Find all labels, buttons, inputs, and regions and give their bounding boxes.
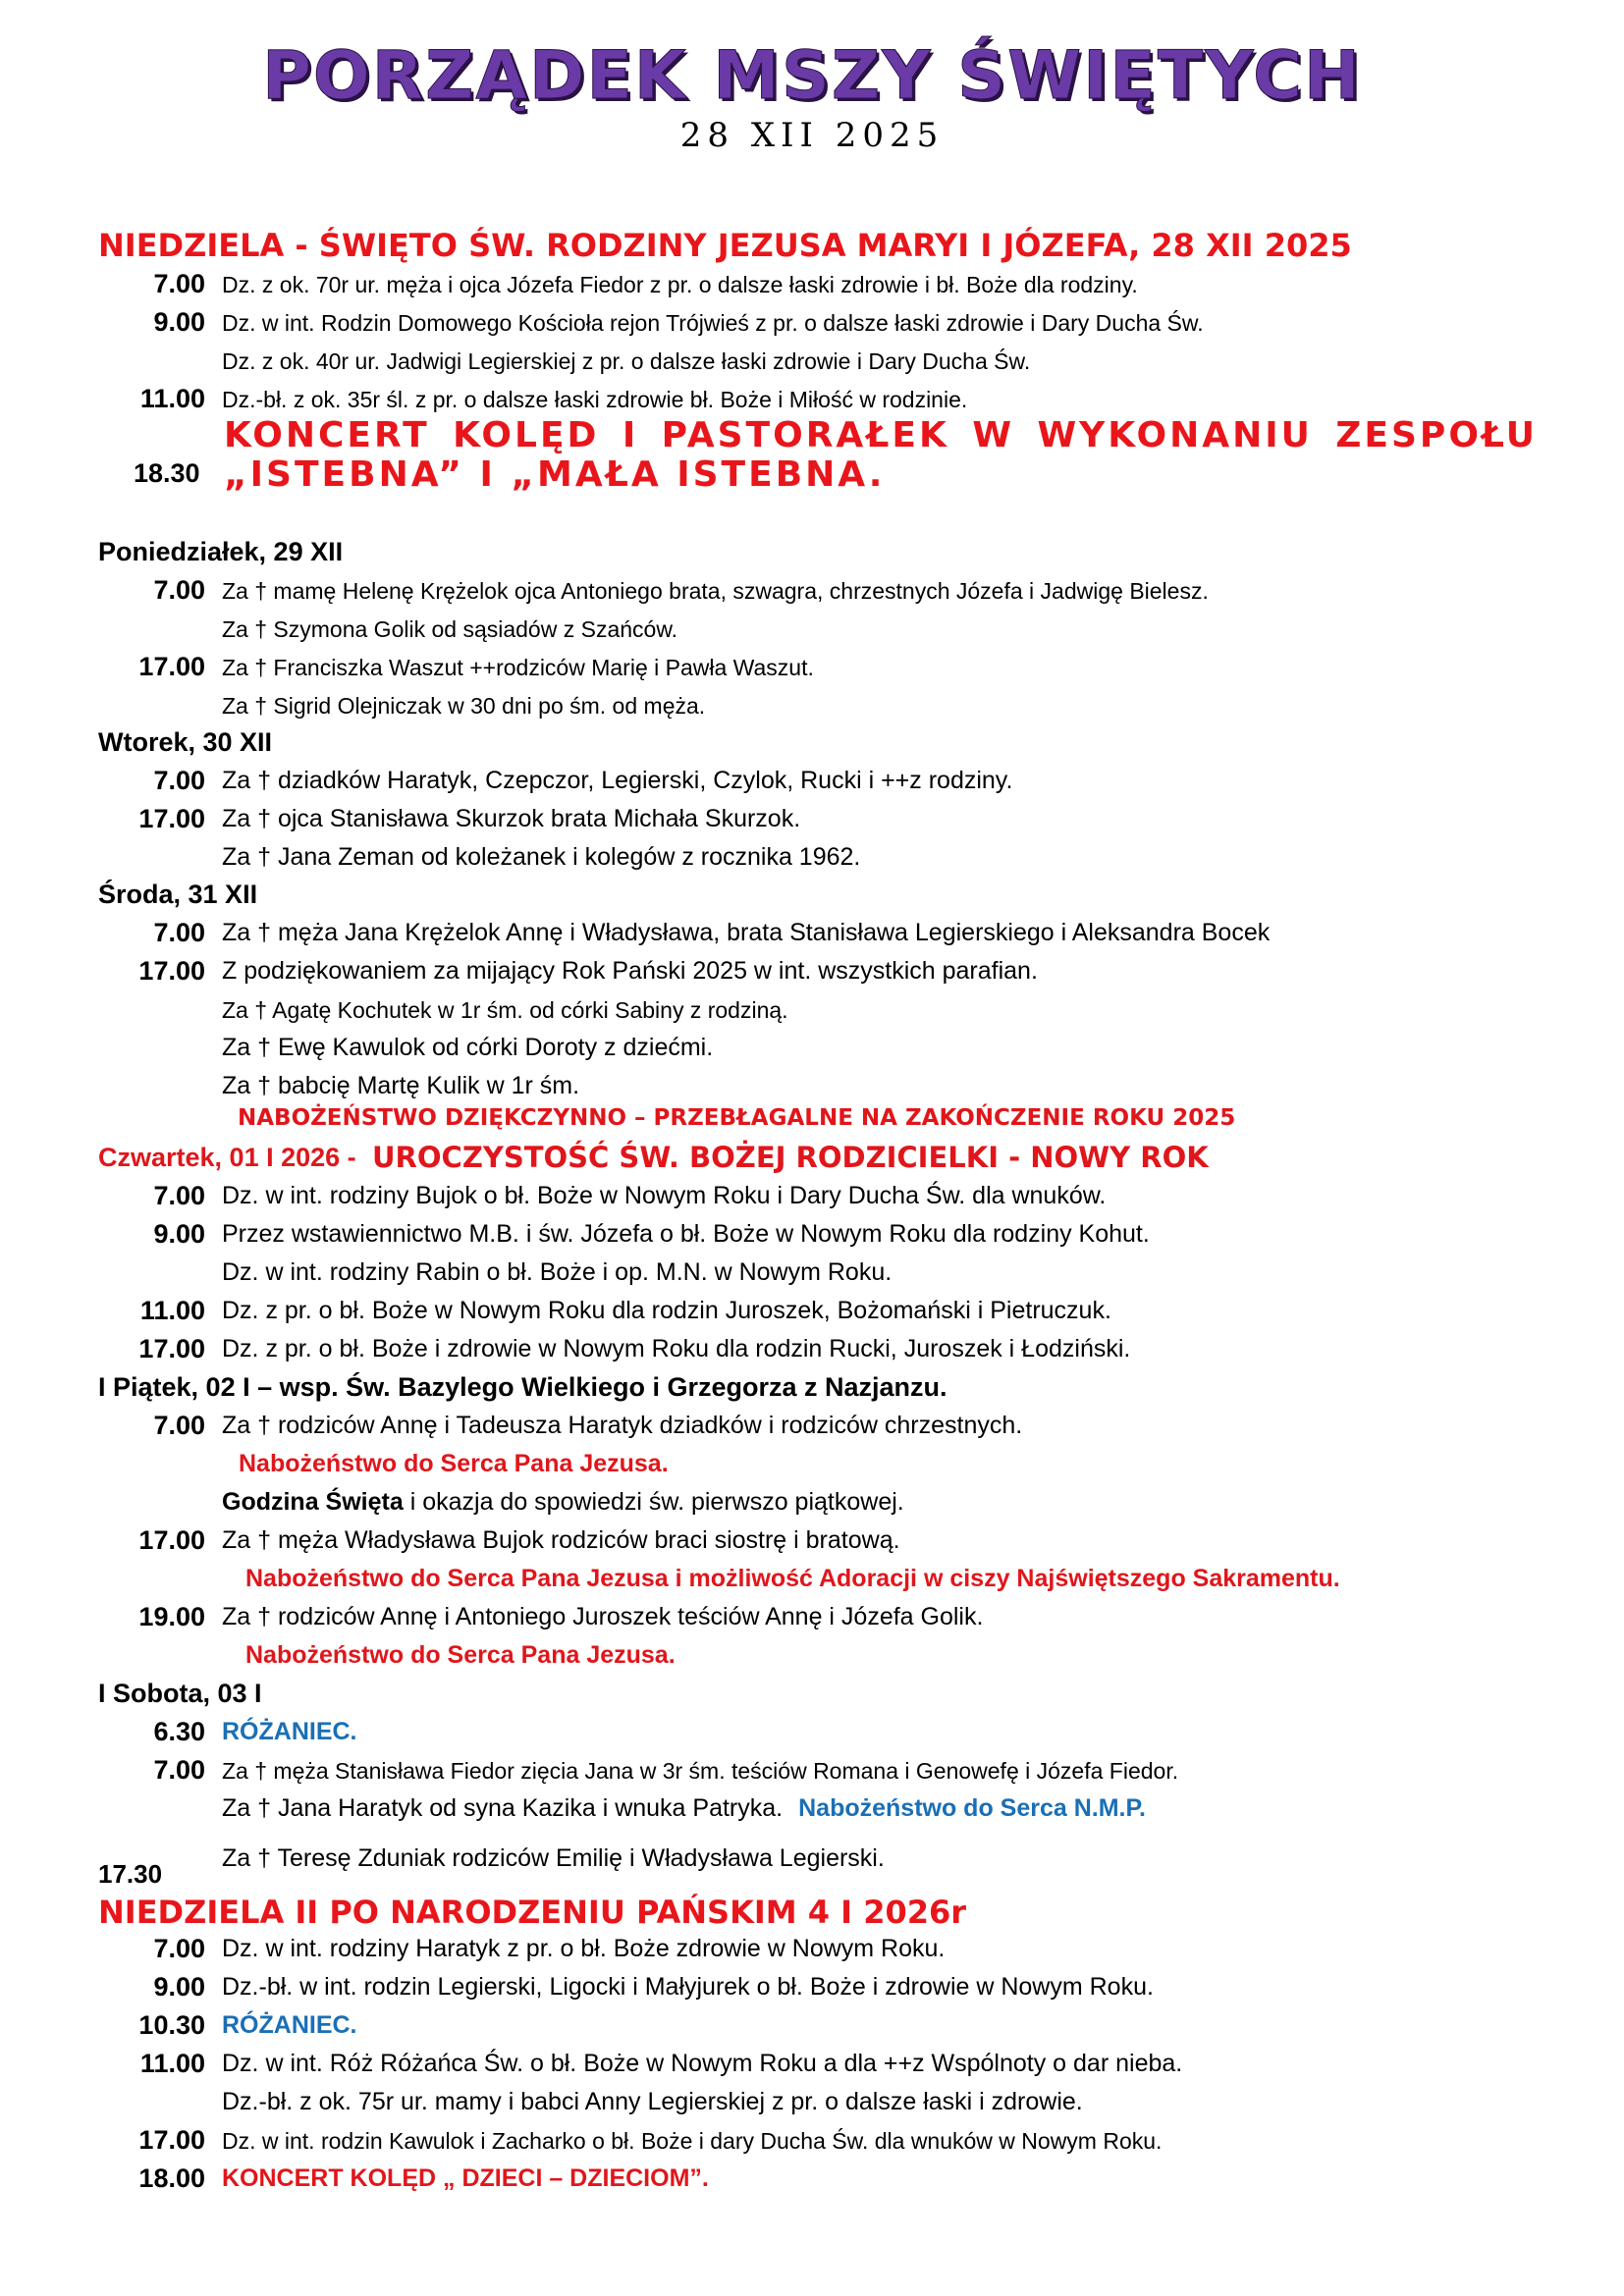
mass-intention: Za † męża Jana Krężelok Annę i Władysława, brata Stanisława Legierskiego i Aleksandra Bocek [222, 919, 1271, 946]
mass-time: 7.00 [153, 269, 205, 298]
mass-intention: Za † ojca Stanisława Skurzok brata Michała Skurzok. [222, 805, 801, 832]
mass-time: 10.30 [138, 2010, 205, 2040]
mass-intention: Za † Jana Zeman od koleżanek i kolegów z rocznika 1962. [222, 843, 861, 871]
mass-time: 17.00 [138, 1525, 205, 1555]
mass-intention: Z podziękowaniem za mijający Rok Pański 2025 w int. wszystkich parafian. [222, 957, 1038, 985]
rosary-text: RÓŻANIEC. [222, 1718, 357, 1745]
mass-intention [222, 1794, 1146, 1823]
mass-row [0, 1855, 1624, 1893]
mass-time: 17.00 [138, 804, 205, 833]
heading-text: NIEDZIELA II PO NARODZENIU PAŃSKIM 4 I 2026r [98, 1894, 967, 1931]
service-text: NABOŻEŃSTWO DZIĘKCZYNNO – PRZEBŁAGALNE NA ZAKOŃCZENIE ROKU 2025 [238, 1105, 1236, 1131]
mass-intention: Za † mamę Helenę Krężelok ojca Antoniego brata, szwagra, chrzestnych Józefa i Jadwigę Bielesz. [222, 578, 1209, 604]
mass-intention: Za † Franciszka Waszut ++rodziców Marię i Pawła Waszut. [222, 655, 814, 680]
mass-row [0, 2045, 1624, 2082]
mass-intention: Dz.-bł. z ok. 75r ur. mamy i babci Anny Legierskiej z pr. o dalsze łaski i zdrowie. [222, 2088, 1083, 2115]
service-text: Nabożeństwo do Serca Pana Jezusa i możliwość Adoracji w ciszy Najświętszego Sakramentu. [245, 1565, 1340, 1592]
mass-row [0, 762, 1624, 799]
service-note [0, 1102, 1624, 1140]
mass-time: 9.00 [153, 1219, 205, 1249]
concert-text: KONCERT KOLĘD „ DZIECI – DZIECIOM”. [222, 2164, 709, 2192]
mass-row [0, 1713, 1624, 1750]
rosary-text: RÓŻANIEC. [222, 2011, 357, 2039]
mass-time: 17.00 [138, 2125, 205, 2155]
concert-announcement: KONCERT KOLĘD I PASTORAŁEK W WYKONANIU ZESPOŁU „ISTEBNA” I „MAŁA ISTEBNA. [224, 415, 1538, 495]
mass-intention: Dz.-bł. z ok. 35r śl. z pr. o dalsze łaski zdrowie bł. Boże i Miłość w rodzinie. [222, 387, 968, 412]
mass-intention: Za † męża Stanisława Fiedor zięcia Jana w 3r śm. teściów Romana i Genowefę i Józefa Fiedor. [222, 1758, 1179, 1784]
mass-time: 18.00 [138, 2163, 205, 2193]
day-text: Poniedziałek, 29 XII [98, 537, 344, 566]
day-text: Czwartek, 01 I 2026 - [98, 1143, 356, 1172]
mass-intention: Dz. w int. rodziny Rabin o bł. Boże i op. M.N. w Nowym Roku. [222, 1258, 893, 1286]
mass-row [0, 2121, 1624, 2159]
day-heading [0, 533, 1624, 570]
mass-time: 11.00 [139, 384, 205, 413]
mass-time: 17.00 [138, 652, 205, 681]
mass-intention: Dz. z pr. o bł. Boże w Nowym Roku dla rodzin Juroszek, Bożomański i Pietruczuk. [222, 1297, 1111, 1324]
mass-time: 7.00 [153, 1411, 205, 1440]
mass-row [0, 342, 1624, 379]
mass-time: 9.00 [153, 1972, 205, 2002]
mass-time: 11.00 [139, 1296, 205, 1325]
mass-intention: Za † rodziców Annę i Antoniego Juroszek teściów Annę i Józefa Golik. [222, 1603, 984, 1630]
mass-time: 17.00 [138, 956, 205, 986]
service-note [0, 1560, 1624, 1597]
mass-row [0, 1930, 1624, 1967]
mass-intention: Dz. z ok. 70r ur. męża i ojca Józefa Fiedor z pr. o dalsze łaski zdrowie i bł. Boże dla rodziny. [222, 272, 1138, 297]
day-text: Wtorek, 30 XII [98, 727, 273, 757]
mass-intention: Dz. z ok. 40r ur. Jadwigi Legierskiej z pr. o dalsze łaski zdrowie i Dary Ducha Św. [222, 348, 1031, 374]
mass-intention: Za † dziadków Haratyk, Czepczor, Legierski, Czylok, Rucki i ++z rodziny. [222, 767, 1013, 794]
mass-intention: Za † Agatę Kochutek w 1r śm. od córki Sabiny z rodziną. [222, 997, 788, 1023]
mass-row [0, 2083, 1624, 2120]
service-text: Nabożeństwo do Serca N.M.P. [798, 1794, 1146, 1822]
mass-row [0, 610, 1624, 647]
section-heading [0, 225, 1624, 262]
mass-row [0, 952, 1624, 989]
mass-intention: Przez wstawiennictwo M.B. i św. Józefa o bł. Boże w Nowym Roku dla rodziny Kohut. [222, 1220, 1150, 1248]
page-title: PORZĄDEK MSZY ŚWIĘTYCH [262, 37, 1362, 115]
mass-intention: Za † rodziców Annę i Tadeusza Haratyk dziadków i rodziców chrzestnych. [222, 1412, 1023, 1439]
mass-time: 7.00 [153, 1934, 205, 1963]
mass-row [0, 1522, 1624, 1559]
day-heading [0, 876, 1624, 913]
mass-row [0, 1968, 1624, 2005]
mass-row [0, 2160, 1624, 2197]
mass-intention: Dz. w int. Rodzin Domowego Kościoła rejon Trójwieś z pr. o dalsze łaski zdrowie i Dary Ducha Św. [222, 310, 1204, 336]
service-note [0, 1445, 1624, 1482]
day-heading [0, 1675, 1624, 1712]
mass-time: 7.00 [153, 766, 205, 795]
mass-time: 6.30 [153, 1717, 205, 1746]
mass-time: 7.00 [153, 1181, 205, 1210]
holy-hour-label: Godzina Święta [222, 1488, 404, 1516]
mass-time: 17.30 [98, 1859, 163, 1889]
mass-intention: Za † Teresę Zduniak rodziców Emilię i Władysława Legierski. [222, 1844, 885, 1872]
mass-intention: Za † babcię Martę Kulik w 1r śm. [222, 1072, 580, 1099]
mass-row [0, 1067, 1624, 1104]
heading-text: NIEDZIELA - ŚWIĘTO ŚW. RODZINY JEZUSA MARYI I JÓZEFA, 28 XII 2025 [98, 227, 1352, 264]
day-text: I Piątek, 02 I – wsp. Św. Bazylego Wielkiego i Grzegorza z Nazjanzu. [98, 1372, 947, 1402]
day-text: Środa, 31 XII [98, 880, 258, 909]
service-note [0, 1636, 1624, 1674]
mass-intention: Dz.-bł. w int. rodzin Legierski, Ligocki i Małyjurek o bł. Boże i zdrowie w Nowym Roku. [222, 1973, 1154, 2001]
mass-row [0, 1177, 1624, 1214]
mass-row [0, 800, 1624, 837]
mass-row [0, 571, 1624, 609]
mass-intention: Dz. w int. Róż Różańca Św. o bł. Boże w Nowym Roku a dla ++z Wspólnoty o dar nieba. [222, 2050, 1183, 2077]
day-heading [0, 1368, 1624, 1406]
mass-time: 7.00 [153, 575, 205, 605]
holy-hour-text: i okazja do spowiedzi św. pierwszo piątkowej. [403, 1488, 904, 1516]
mass-row [0, 1215, 1624, 1253]
intention-text: Za † Jana Haratyk od syna Kazika i wnuka Patryka. [222, 1794, 784, 1822]
day-heading [0, 723, 1624, 761]
mass-row [0, 1483, 1624, 1521]
mass-intention: Dz. w int. rodziny Bujok o bł. Boże w Nowym Roku i Dary Ducha Św. dla wnuków. [222, 1182, 1107, 1209]
mass-row [0, 303, 1624, 341]
mass-row [0, 1292, 1624, 1329]
section-heading [0, 1892, 1624, 1929]
feast-text: UROCZYSTOŚĆ ŚW. BOŻEJ RODZICIELKI - NOWY ROK [372, 1141, 1209, 1174]
mass-row [0, 1407, 1624, 1444]
day-heading [0, 1139, 1624, 1176]
page-date: 28 XII 2025 [679, 116, 945, 155]
mass-row [0, 265, 1624, 302]
mass-intention [222, 1488, 904, 1517]
mass-row [0, 914, 1624, 951]
day-text: I Sobota, 03 I [98, 1679, 262, 1708]
mass-row [0, 1029, 1624, 1066]
service-text: Nabożeństwo do Serca Pana Jezusa. [245, 1641, 676, 1669]
mass-time: 19.00 [138, 1602, 205, 1631]
mass-row [0, 1254, 1624, 1291]
mass-row [0, 380, 1624, 417]
mass-intention: Za † męża Władysława Bujok rodziców braci siostrę i bratową. [222, 1526, 900, 1554]
mass-time: 7.00 [153, 918, 205, 947]
mass-time: 17.00 [138, 1334, 205, 1363]
mass-row [0, 648, 1624, 685]
mass-row [0, 1598, 1624, 1635]
mass-intention: Dz. z pr. o bł. Boże i zdrowie w Nowym Roku dla rodzin Rucki, Juroszek i Łodziński. [222, 1335, 1131, 1362]
mass-intention: Za † Ewę Kawulok od córki Doroty z dziećmi. [222, 1034, 714, 1061]
mass-row [0, 686, 1624, 723]
mass-time: 9.00 [153, 307, 205, 337]
mass-row [0, 1330, 1624, 1367]
mass-row [0, 838, 1624, 876]
mass-row [0, 1751, 1624, 1789]
mass-row [0, 2006, 1624, 2044]
service-text: Nabożeństwo do Serca Pana Jezusa. [239, 1450, 669, 1477]
mass-intention: Za † Sigrid Olejniczak w 30 dni po śm. od męża. [222, 693, 706, 719]
mass-intention: Za † Szymona Golik od sąsiadów z Szańców. [222, 616, 678, 642]
concert-time: 18.30 [134, 458, 200, 488]
mass-intention: Dz. w int. rodziny Haratyk z pr. o bł. Boże zdrowie w Nowym Roku. [222, 1935, 946, 1962]
mass-intention: Dz. w int. rodzin Kawulok i Zacharko o bł. Boże i dary Ducha Św. dla wnuków w Nowym Roku. [222, 2128, 1163, 2154]
mass-row [0, 1789, 1624, 1827]
mass-row [0, 990, 1624, 1028]
mass-time: 11.00 [139, 2049, 205, 2078]
mass-time: 7.00 [153, 1755, 205, 1785]
